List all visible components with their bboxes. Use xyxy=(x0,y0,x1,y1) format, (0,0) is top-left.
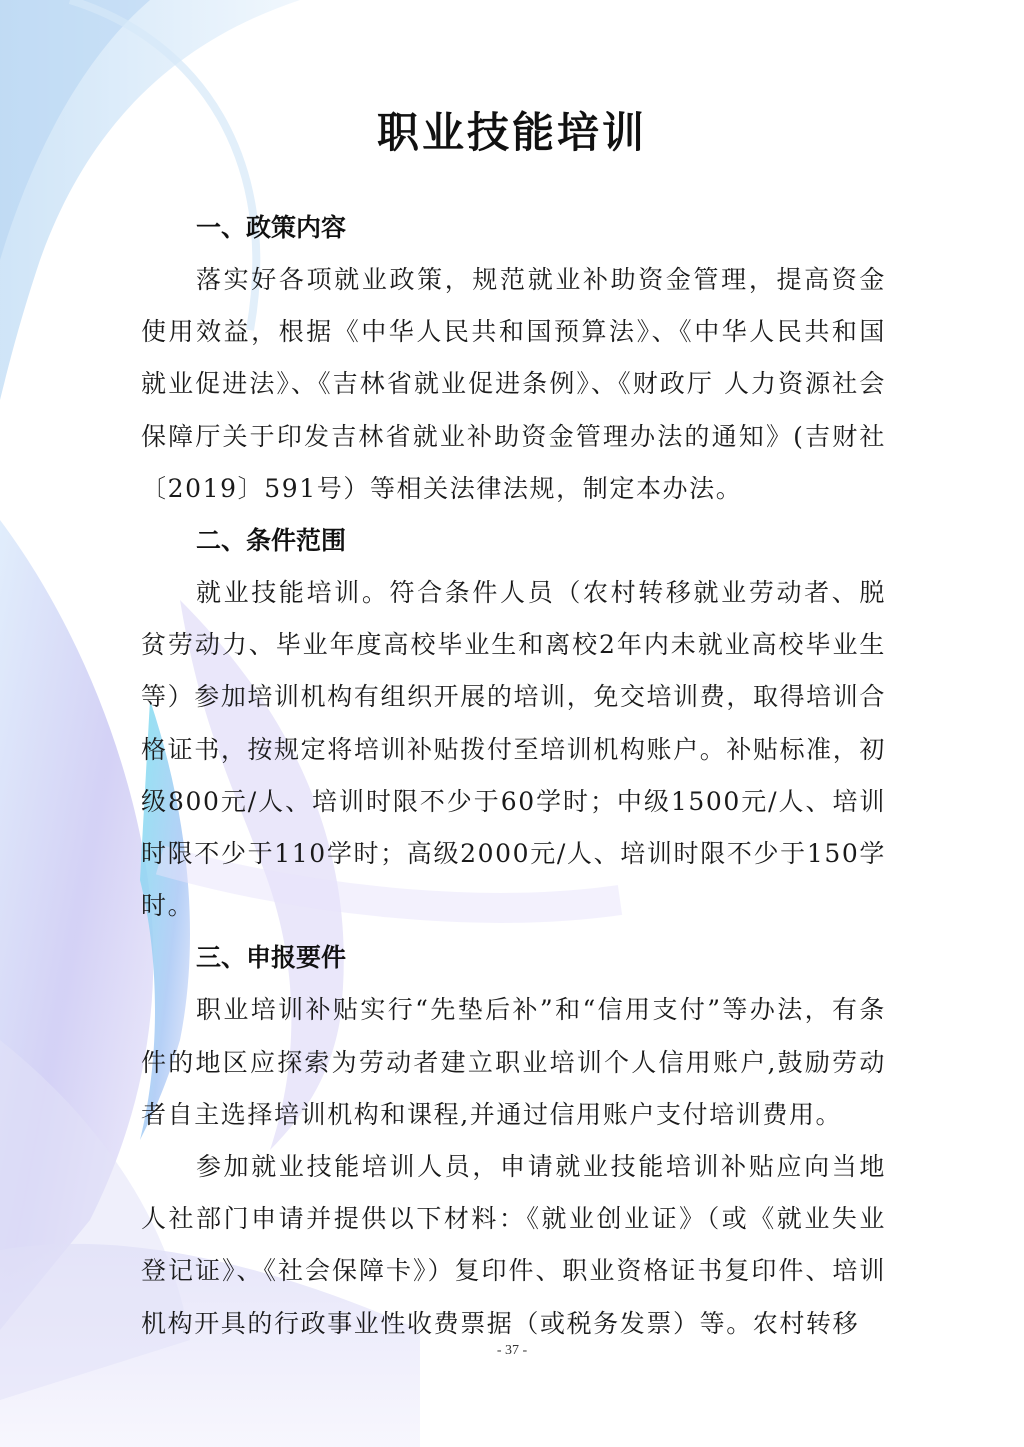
section-paragraph: 落实好各项就业政策，规范就业补助资金管理，提高资金使用效益，根据《中华人民共和国预算法》、《中华人民共和国就业促进法》、《吉林省就业促进条例》、《财政厅 人力资源社会保障厅关于印发吉林省就业补助资金管理办法的通知》(吉财社〔2019〕591号）等相关法律法规，制定本办法。 xyxy=(141,265,886,503)
section-heading: 一、政策内容 xyxy=(196,213,347,242)
page-title: 职业技能培训 xyxy=(376,108,647,157)
section-paragraph: 职业培训补贴实行“先垫后补”和“信用支付”等办法，有条件的地区应探索为劳动者建立职业培训个人信用账户,鼓励劳动者自主选择培训机构和课程,并通过信用账户支付培训费用。 xyxy=(141,995,886,1129)
document-body xyxy=(141,202,886,1350)
section-policy-content xyxy=(141,202,886,515)
section-paragraph: 就业技能培训。符合条件人员（农村转移就业劳动者、脱贫劳动力、毕业年度高校毕业生和离校2年内未就业高校毕业生等）参加培训机构有组织开展的培训，免交培训费，取得培训合格证书，按规定将培训补贴拨付至培训机构账户。补贴标准，初级800元/人、培训时限不少于60学时；中级1500元/人、培训时限不少于110学时；高级2000元/人、培训时限不少于150学时。 xyxy=(141,578,886,921)
section-application-requirements xyxy=(141,932,886,1349)
section-paragraph: 参加就业技能培训人员，申请就业技能培训补贴应向当地人社部门申请并提供以下材料：《就业创业证》（或《就业失业登记证》、《社会保障卡》）复印件、职业资格证书复印件、培训机构开具的行政事业性收费票据（或税务发票）等。农村转移 xyxy=(141,1152,886,1338)
section-heading: 二、条件范围 xyxy=(196,526,347,556)
page-number: - 37 - xyxy=(496,1343,528,1358)
section-heading: 三、申报要件 xyxy=(196,943,347,973)
section-conditions-scope xyxy=(141,515,886,932)
